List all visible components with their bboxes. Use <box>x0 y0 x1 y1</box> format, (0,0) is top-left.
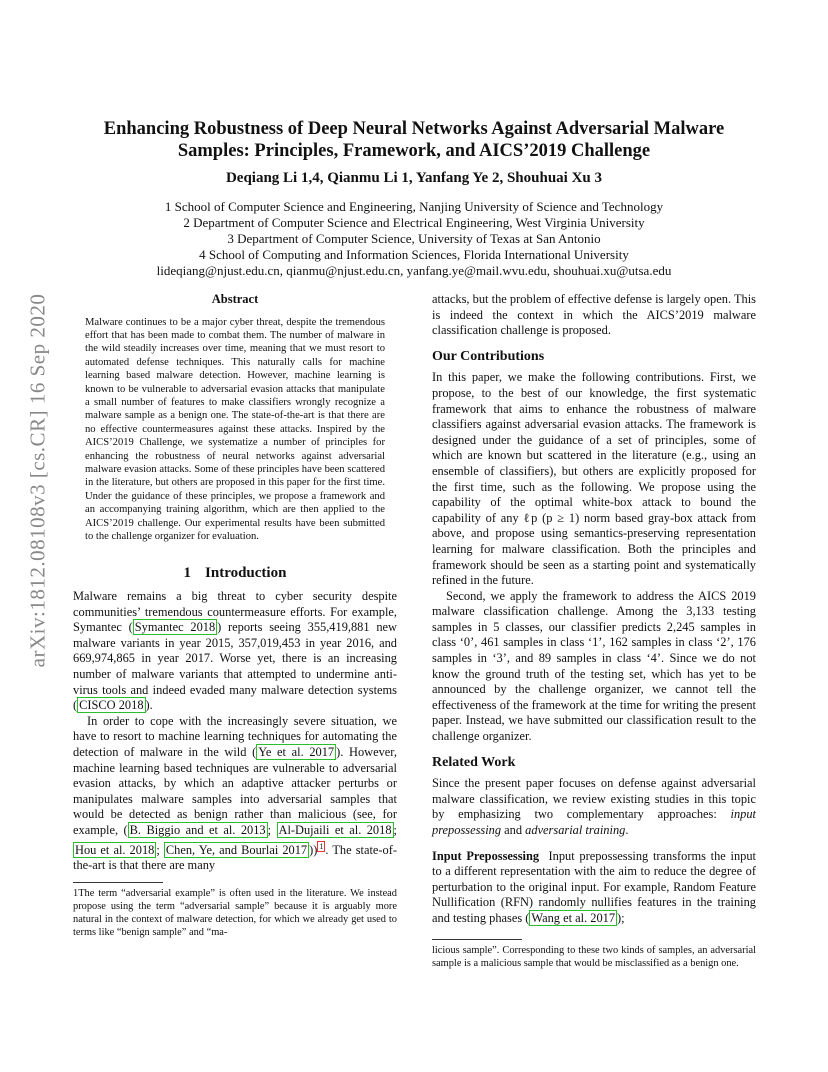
text-run: ; <box>156 842 164 857</box>
affiliation-4: 4 School of Computing and Information Sciences, Florida International University <box>199 247 629 262</box>
affiliation-2: 2 Department of Computer Science and Electrical Engineering, West Virginia University <box>183 215 645 230</box>
contributions-paragraph-2: Second, we apply the framework to address the AICS 2019 malware classification challenge. Among the 3,133 testing samples in 5 classes, our classifier predicts 2,245 samples in class ‘0’, 461 samples in class ‘1’, 162 samples in class ‘2’, 176 samples in ‘3’, and 89 samples in class ‘4’. Since we do not know the ground truth of the testing set, which has yet to be announced by the challenge organizer, we cannot tell the effectiveness of the framework at the time for writing the present paper. Instead, we have submitted our classification result to the challenge organizer. <box>432 588 756 744</box>
section-title: Introduction <box>205 564 287 581</box>
text-run: ). However, machine learning based techniques are vulnerable to adversarial evasion attacks, by which an adaptive attacker perturbs or manipulates malware samples into adversarial samples that would be detected as benign rather than malicious (see, for example, ( <box>73 745 398 837</box>
citation-link[interactable]: B. Biggio and et al. 2013 <box>129 823 266 837</box>
text-run: . <box>625 823 629 837</box>
abstract-body: Malware continues to be a major cyber threat, despite the tremendous effort that has been made to combat them. The number of malware in the wild steadily increases over time, meaning that we must resort to automated defense techniques. This naturally calls for machine learning based malware detection. However, machine learning is known to be vulnerable to adversarial evasion attacks that manipulate a small number of features to make classifiers wrongly recognize a malware sample as a benign one. The state-of-the-art is that there are no effective countermeasures against these attacks. Inspired by the AICS’2019 Challenge, we systematize a number of principles for enhancing the robustness of neural networks against adversarial malware evasion attacks. Some of these principles have been scattered in the literature, but others are proposed in this paper for the first time. Under the guidance of these principles, we propose a framework and an accompanying training algorithm, which are then applied to the AICS’2019 challenge. Our experimental results have been submitted to the challenge organizer for evaluation. <box>85 316 385 543</box>
abstract-heading: Abstract <box>211 292 259 306</box>
arxiv-stamp <box>18 270 58 690</box>
author-list: Deqiang Li 1,4, Qianmu Li 1, Yanfang Ye 2, Shouhuai Xu 3 <box>225 170 603 186</box>
affiliation-3: 3 Department of Computer Science, University of Texas at San Antonio <box>227 231 601 246</box>
text-run: . The state-of-the-art is that there are many <box>73 842 397 873</box>
citation-link[interactable]: Symantec 2018 <box>134 620 216 635</box>
title-line-1: Enhancing Robustness of Deep Neural Networks Against Adversarial Malware <box>103 119 725 139</box>
paper-header <box>60 118 768 279</box>
heading-our-contributions: Our Contributions <box>432 348 545 364</box>
paper-title <box>60 118 768 162</box>
author-emails: lideqiang@njust.edu.cn, qianmu@njust.edu.cn, yanfang.ye@mail.wvu.edu, shouhuai.xu@utsa.edu <box>156 263 672 278</box>
section-number: 1 <box>183 564 192 581</box>
emphasis-text: adversarial training <box>525 823 626 837</box>
title-line-2: Samples: Principles, Framework, and AICS’2019 Challenge <box>177 141 651 161</box>
text-run: ). <box>145 698 153 713</box>
left-column <box>73 292 397 939</box>
footnote-1: 1The term “adversarial example” is often used in the literature. We instead propose using the term “adversarial sample” because it is arguably more natural in the context of malware detection, for which we already get used to terms like “benign sample” and “ma- <box>73 887 397 938</box>
right-paragraph-continued: attacks, but the problem of effective defense is largely open. This is indeed the context in which the AICS’2019 malware classification challenge is proposed. <box>432 292 756 338</box>
affiliation-1: 1 School of Computer Science and Engineering, Nanjing University of Science and Technology <box>164 199 664 214</box>
footnote-marker[interactable]: 1 <box>319 841 324 851</box>
related-work-paragraph <box>432 776 756 838</box>
section-heading-introduction <box>73 566 397 582</box>
heading-related-work: Related Work <box>432 754 516 770</box>
text-run: Input prepossessing transforms the input to a different representation with the aim to reduce the degree of perturbation to the original input. For example, Random Feature Nullification (RFN) randomly nullifies features in the training and testing phases ( <box>432 848 756 925</box>
text-run: ); <box>617 910 625 925</box>
right-column <box>432 292 756 970</box>
intro-paragraph-1 <box>73 589 397 714</box>
text-run: and <box>501 823 526 837</box>
text-run: Malware remains a big threat to cyber security despite communities’ tremendous countermeasure efforts. For example, Symantec ( <box>73 589 397 635</box>
affiliations <box>60 199 768 279</box>
text-run: ; <box>267 823 277 837</box>
citation-link[interactable]: Al-Dujaili et al. 2018 <box>278 823 392 837</box>
citation-link[interactable]: Chen, Ye, and Bourlai 2017 <box>165 842 308 857</box>
text-run: )) <box>309 842 318 857</box>
citation-link[interactable]: CISCO 2018 <box>79 698 144 713</box>
citation-link[interactable]: Hou et al. 2018 <box>75 842 155 857</box>
emphasis-text: input prepossessing <box>432 807 756 837</box>
arxiv-stamp-text: arXiv:1812.08108v3 [cs.CR] 16 Sep 2020 <box>25 293 50 667</box>
text-run: ) reports seeing 355,419,881 new malware variants in year 2015, 357,019,453 in year 2016, and 669,974,865 in year 2017. Worse yet, there is an increasing number of malware variants that attempted to undermine anti-virus tools and indeed evaded many malware detection systems ( <box>73 620 397 713</box>
text-run: ; <box>393 823 397 837</box>
citation-link[interactable]: Wang et al. 2017 <box>531 910 616 925</box>
run-in-heading: Input Prepossessing <box>432 848 540 863</box>
contributions-paragraph-1: In this paper, we make the following contributions. First, we propose, to the best of our knowledge, the first systematic framework that aims to enhance the robustness of malware classifiers against adversarial evasion attacks. The framework is designed under the guidance of a set of principles, some of which are known but scattered in the literature (e.g., using an ensemble of classifiers), but others are explicitly proposed for the first time, such as the following. We propose using the capability of the optimal white-box attack to bound the capability of any ℓp (p ≥ 1) norm based gray-box attack from above, and propose using semantics-preserving representation learning for malware classification. Both the principles and framework should be seen as a starting point and systematically refined in the future. <box>432 370 756 588</box>
citation-link[interactable]: Ye et al. 2017 <box>258 745 335 760</box>
footnote-divider <box>73 882 163 883</box>
footnote-1-continued: licious sample”. Corresponding to these two kinds of samples, an adversarial sample is a malicious sample that would be misclassified as a benign one. <box>432 944 756 969</box>
footnote-divider <box>432 939 522 940</box>
input-prepossessing-paragraph <box>432 849 756 927</box>
text-run: In order to cope with the increasingly severe situation, we have to resort to machine learning techniques for automating the detection of malware in the wild ( <box>73 713 397 760</box>
text-run: Since the present paper focuses on defense against adversarial malware classification, we review existing studies in this topic by emphasizing two complementary approaches: <box>432 776 756 822</box>
intro-paragraph-2 <box>73 714 397 874</box>
